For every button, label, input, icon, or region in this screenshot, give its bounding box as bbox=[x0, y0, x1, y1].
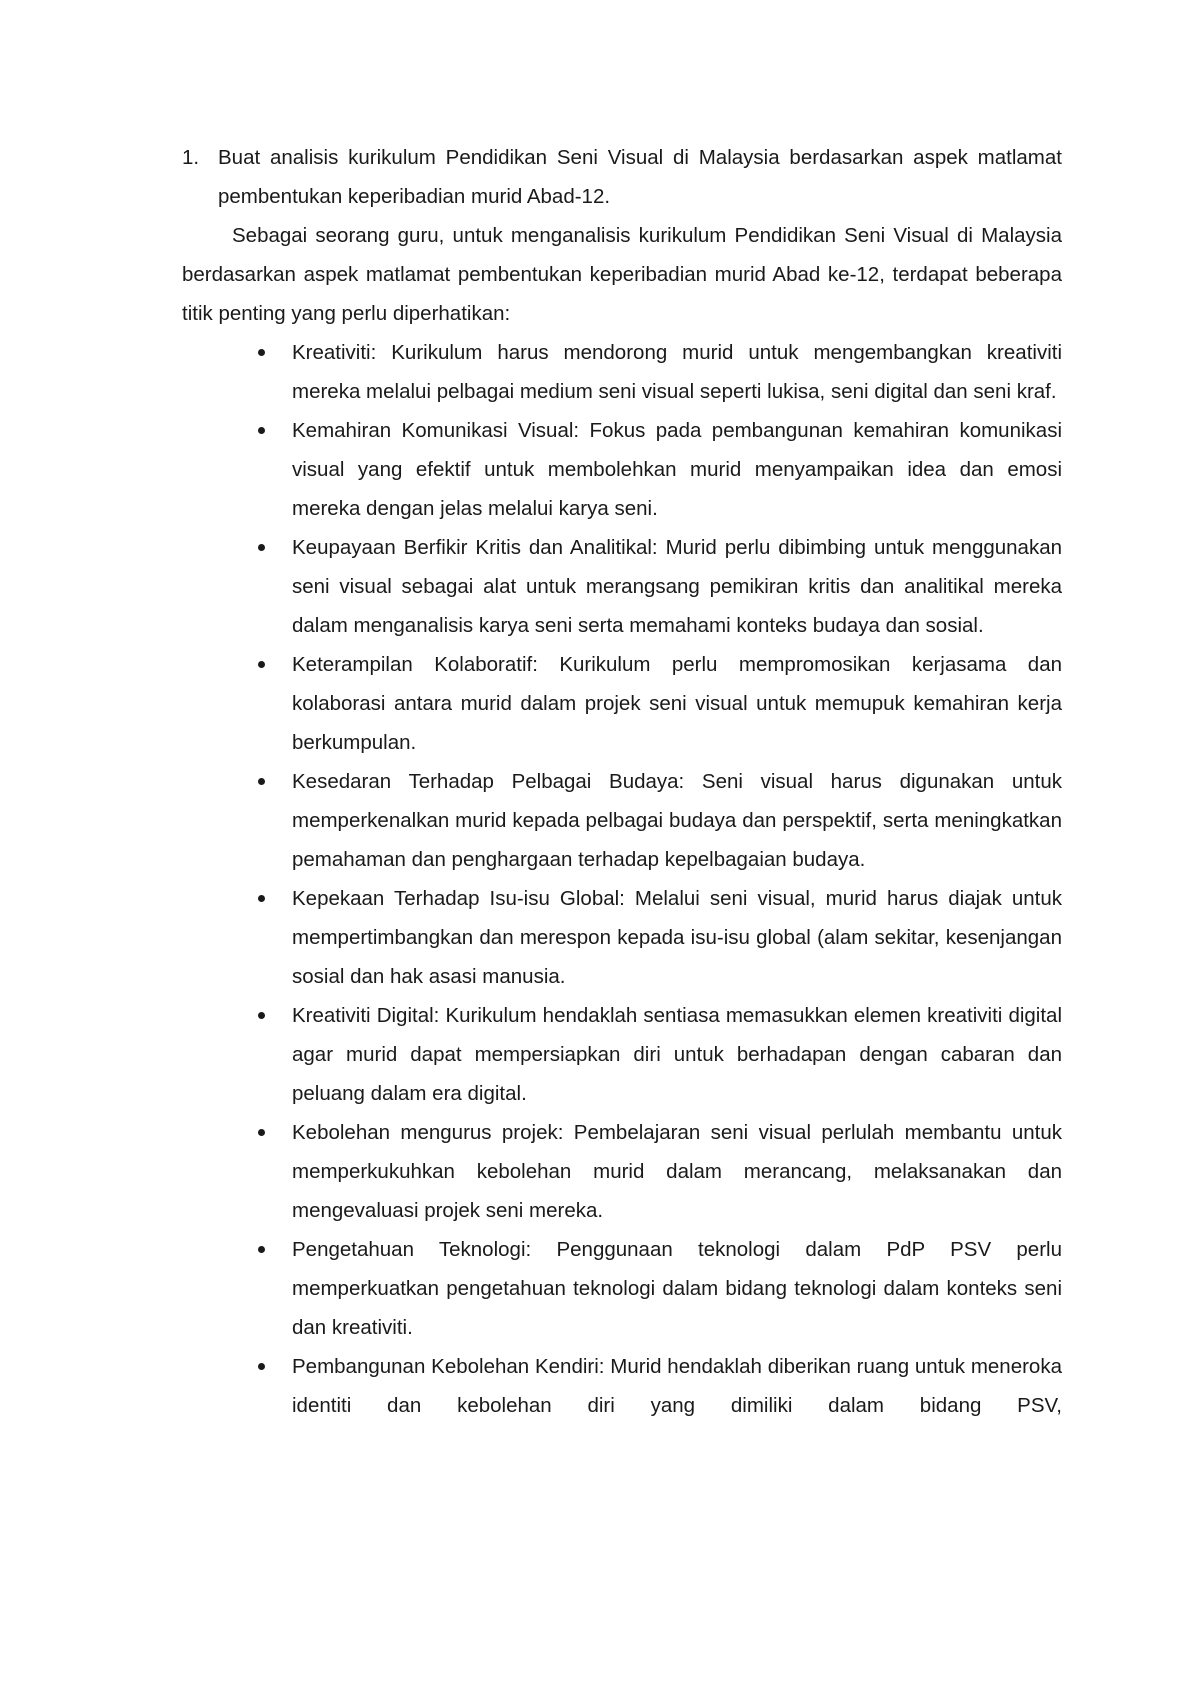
bullet-icon bbox=[218, 333, 292, 411]
list-item-text: Pembangunan Kebolehan Kendiri: Murid hendaklah diberikan ruang untuk meneroka identiti dan kebolehan diri yang dimiliki dalam bidang PSV, bbox=[292, 1355, 1062, 1417]
list-item bbox=[218, 1113, 1062, 1230]
list-item bbox=[218, 528, 1062, 645]
bullet-icon bbox=[218, 996, 292, 1113]
question-item bbox=[182, 138, 1062, 216]
list-item-text: Kemahiran Komunikasi Visual: Fokus pada pembangunan kemahiran komunikasi visual yang efektif untuk membolehkan murid menyampaikan idea dan emosi mereka dengan jelas melalui karya seni. bbox=[292, 419, 1062, 520]
bullet-icon bbox=[218, 1113, 292, 1230]
list-item-text: Kreativiti: Kurikulum harus mendorong murid untuk mengembangkan kreativiti mereka melalui pelbagai medium seni visual seperti lukisa, seni digital dan seni kraf. bbox=[292, 341, 1062, 403]
bullet-icon bbox=[218, 411, 292, 528]
list-item bbox=[218, 996, 1062, 1113]
list-item-text: Kesedaran Terhadap Pelbagai Budaya: Seni visual harus digunakan untuk memperkenalkan murid kepada pelbagai budaya dan perspektif, serta meningkatkan pemahaman dan penghargaan terhadap kepelbagaian budaya. bbox=[292, 770, 1062, 871]
list-item bbox=[218, 1230, 1062, 1347]
bullet-icon bbox=[218, 1347, 292, 1425]
list-item-text: Keupayaan Berfikir Kritis dan Analitikal: Murid perlu dibimbing untuk menggunakan seni visual sebagai alat untuk merangsang pemikiran kritis dan analitikal mereka dalam menganalisis karya seni serta memahami konteks budaya dan sosial. bbox=[292, 536, 1062, 637]
list-item-text: Kepekaan Terhadap Isu-isu Global: Melalui seni visual, murid harus diajak untuk mempertimbangkan dan merespon kepada isu-isu global (alam sekitar, kesenjangan sosial dan hak asasi manusia. bbox=[292, 887, 1062, 988]
list-item-text: Kebolehan mengurus projek: Pembelajaran seni visual perlulah membantu untuk memperkukuhkan kebolehan murid dalam merancang, melaksanakan dan mengevaluasi projek seni mereka. bbox=[292, 1121, 1062, 1222]
list-item bbox=[218, 879, 1062, 996]
list-item bbox=[218, 333, 1062, 411]
bullet-list bbox=[218, 333, 1062, 1425]
question-number: 1. bbox=[182, 146, 200, 169]
intro-paragraph: Sebagai seorang guru, untuk menganalisis kurikulum Pendidikan Seni Visual di Malaysia berdasarkan aspek matlamat pembentukan keperibadian murid Abad ke-12, terdapat beberapa titik penting yang perlu diperhatikan: bbox=[182, 224, 1062, 325]
list-item bbox=[218, 411, 1062, 528]
bullet-icon bbox=[218, 879, 292, 996]
list-item bbox=[218, 645, 1062, 762]
list-item bbox=[218, 1347, 1062, 1425]
list-item bbox=[218, 762, 1062, 879]
bullet-icon bbox=[218, 762, 292, 879]
bullet-icon bbox=[218, 645, 292, 762]
bullet-icon bbox=[218, 1230, 292, 1347]
list-item-text: Kreativiti Digital: Kurikulum hendaklah sentiasa memasukkan elemen kreativiti digital agar murid dapat mempersiapkan diri untuk berhadapan dengan cabaran dan peluang dalam era digital. bbox=[292, 1004, 1062, 1105]
list-item-text: Keterampilan Kolaboratif: Kurikulum perlu mempromosikan kerjasama dan kolaborasi antara murid dalam projek seni visual untuk memupuk kemahiran kerja berkumpulan. bbox=[292, 653, 1062, 754]
bullet-icon bbox=[218, 528, 292, 645]
document-body bbox=[182, 138, 1062, 1425]
list-item-text: Pengetahuan Teknologi: Penggunaan teknologi dalam PdP PSV perlu memperkuatkan pengetahuan teknologi dalam bidang teknologi dalam konteks seni dan kreativiti. bbox=[292, 1238, 1062, 1339]
question-text: Buat analisis kurikulum Pendidikan Seni Visual di Malaysia berdasarkan aspek matlamat pembentukan keperibadian murid Abad-12. bbox=[218, 146, 1062, 208]
